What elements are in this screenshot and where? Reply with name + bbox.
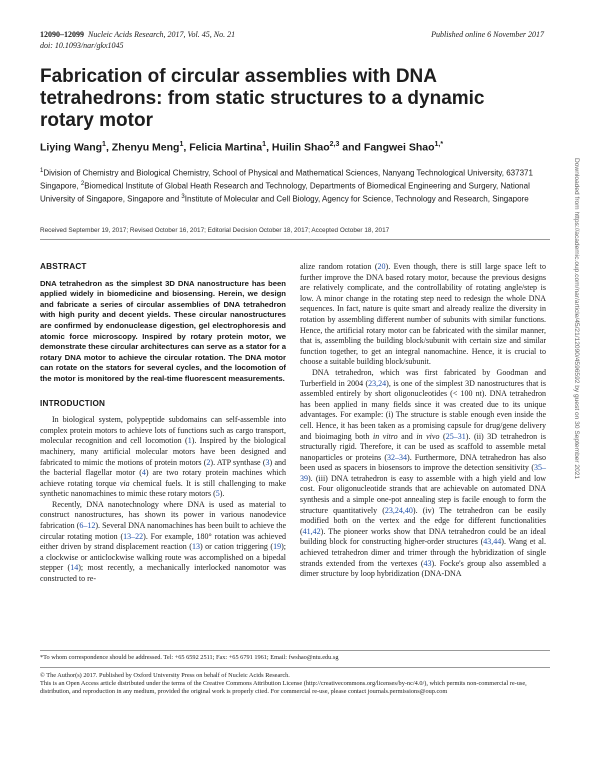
affiliation-text: Biomedical Institute of Global Heath Research and Technology, Departments of Biomedical Engineering and Surgery, National University of Singapore, Singapore and — [40, 181, 530, 204]
reference-link[interactable]: 43,44 — [483, 537, 502, 547]
author-affiliation-mark: 1 — [262, 141, 267, 148]
intro-paragraph-4: DNA tetrahedron, which was first fabricated by Goodman and Turberfield in 2004 (23,24), is one of the simplest 3D nanostructures that is assembled entirely by short oligonucleotides (< 100 nt). DNA tetrahedron has been applied in many fields since it was created due to its unique advantages. For example: (i) The structure is stable enough even inside the cell. Hence, it has been taken as a promising capsule for drug/gene delivery and bioimaging both in vitro and in vivo (25–31). (ii) 3D tetrahedron is structurally rigid. Therefore, it can be used as scaffold to assemble metal nanoparticles or proteins (32–34). Furthermore, DNA tetrahedron has also been used as spacers in biosensors to improve the detection sensitivity (35–39). (iii) DNA tetrahedron is easy to assemble with a high yield and low cost. Four oligonucleotide strands that are achievable on automated DNA synthesis and a simple one-pot annealing step is facile enough to form the structure quantitatively (23,24,40). (iv) The tetrahedron can be easily modified both on the vertex and the edge for different functionalities (41,42). The pioneer works show that DNA tetrahedron could be an ideal building block for constructing higher-order structures (43,44). Wang et al. achieved tetrahedron dimer and trimer through the hybridization of single strands extended from the vertexes (43). Focke's group also assembled a dimer structure by loop hybridization (DNA-DNA — [300, 367, 547, 579]
italic-term: in vitro — [372, 431, 398, 441]
reference-link[interactable]: 13–22 — [123, 531, 144, 541]
author-affiliation-mark: 1 — [102, 141, 106, 148]
intro-paragraph-1: In biological system, polypeptide subdomains can self-assemble into complex protein motors to achieve lots of functions such as cargo transport, molecular recognition and cell locomotion (1). Inspired by the biological machinery, many artificial molecular motors have been designed and fabricated to mimic the motions of protein motors (2). ATP synthase (3) and the bacterial flagellar motor (4) are two rotary protein machines which achieve rotating torque via chemical fuels. It is still challenging to make synthetic nanomachines to mimic these rotary motors (5). — [40, 415, 286, 499]
license-text: This is an Open Access article distributed under the terms of the Creative Commons Attribution License (http://creativecommons.org/licenses/by-nc/4.0/), which permits non-commercial re-use, distribution, and reproduction in any medium, provided the original work is properly cited. For commercial re-use, please contact journals.permissions@oup.com — [40, 680, 527, 696]
author-affiliation-mark: 1 — [179, 141, 184, 148]
affiliation-number: 1 — [40, 168, 44, 174]
reference-link[interactable]: 23,24,40 — [384, 505, 413, 515]
footnote-divider — [40, 650, 550, 651]
header-divider — [40, 239, 550, 240]
reference-link[interactable]: 13 — [191, 542, 200, 552]
reference-link[interactable]: 32–34 — [387, 452, 408, 462]
reference-link[interactable]: 35–39 — [300, 463, 546, 483]
publication-date: Published online 6 November 2017 — [431, 30, 544, 39]
affiliation-text: Institute of Molecular and Cell Biology, Agency for Science, Technology and Research, Singapore — [184, 194, 529, 204]
author-affiliation-mark: 2,3 — [329, 141, 340, 148]
affiliation-text: Division of Chemistry and Biological Chemistry, School of Physical and Mathematical Sciences, Nanyang Technological University, 637371 Singapore, — [40, 168, 533, 191]
reference-link[interactable]: 14 — [70, 563, 79, 573]
doi[interactable]: doi: 10.1093/nar/gkx1045 — [40, 41, 124, 50]
affiliations — [40, 166, 550, 205]
author-name: Zhenyu Meng — [111, 141, 180, 154]
affiliation-number: 3 — [181, 194, 185, 201]
license-divider — [40, 667, 550, 668]
reference-link[interactable]: 19 — [273, 542, 282, 552]
author-name: Liying Wang — [40, 141, 103, 154]
author-list: Liying Wang$^1$, Zhenyu Meng$^1$, Felicia Martina$^1$, Huilin Shao$^{2,3}$ and Fangwei Shao$^{1,*}$ — [40, 141, 444, 154]
reference-link[interactable]: 23,24 — [368, 378, 387, 388]
abstract-text: DNA tetrahedron as the simplest 3D DNA nanostructure has been applied widely in biomedicine and biosensing. Herein, we design and fabricate a series of circular assemblies of DNA tetrahedron with high purity and decent yields. These circular nanostructures are confirmed by endonuclease digestion, gel electrophoresis and atomic force microscopy. Inspired by rotary protein motor, we demonstrate these circular architectures can serve as a stator for a rotary DNA motor to achieve the circular rotation. The DNA motor can rotate on the stators for several cycles, and the locomotion of the motor is monitored by the real-time fluorescent measurements. — [40, 278, 286, 383]
abstract-heading: ABSTRACT — [40, 262, 87, 271]
reference-link[interactable]: 2 — [206, 457, 211, 467]
left-column — [40, 262, 286, 585]
reference-link[interactable]: 1 — [187, 436, 192, 446]
reference-link[interactable]: 6–12 — [79, 521, 96, 531]
reference-link[interactable]: 43 — [423, 558, 432, 568]
italic-term: in vivo — [416, 431, 440, 441]
reference-link[interactable]: 3 — [265, 457, 270, 467]
page-range: 12090–12099 — [40, 30, 84, 39]
journal-name: Nucleic Acids Research, 2017, Vol. 45, No. 21 — [88, 30, 236, 39]
correspondence-footnote: *To whom correspondence should be addressed. Tel: +65 6592 2511; Fax: +65 6791 1961; Email: fwshao@ntu.edu.sg — [40, 654, 339, 661]
author-affiliation-mark: 1,* — [434, 141, 444, 148]
author-name: Fangwei Shao — [363, 141, 435, 154]
article-dates: Received September 19, 2017; Revised October 16, 2017; Editorial Decision October 18, 2017; Accepted October 18, 2017 — [40, 227, 390, 234]
reference-link[interactable]: 20 — [377, 262, 386, 271]
introduction-heading: INTRODUCTION — [40, 398, 106, 408]
right-column — [300, 262, 546, 580]
copyright-block — [40, 672, 550, 697]
italic-term: via — [119, 478, 130, 488]
author-name: Huilin Shao — [271, 141, 330, 154]
author-name: Felicia Martina — [189, 141, 263, 154]
intro-paragraph-2: Recently, DNA nanotechnology where DNA is used as material to construct nanostructures, has shown its power in various nanodevice fabrication (6–12). Several DNA nanomachines has been built to achieve the circular rotating motion (13–22). For example, 180° rotation was achieved either driven by strand displacement reaction (13) or cation triggering (19); a clockwise or anticlockwise walking route was accomplished on a bipedal stepper (14); most recently, a mechanically interlocked nanomotor was constructed to re- — [40, 499, 287, 584]
affiliation-number: 2 — [80, 181, 85, 188]
reference-link[interactable]: 5 — [215, 489, 220, 499]
copyright-line: © The Author(s) 2017. Published by Oxford University Press on behalf of Nucleic Acids Research. — [40, 672, 290, 679]
download-watermark-text: Downloaded from https://academic.oup.com/nar/article/45/21/12090/4596592 by guest on 30 September 2021 — [573, 158, 580, 480]
reference-link[interactable]: 41,42 — [302, 526, 321, 536]
journal-citation — [40, 30, 235, 39]
reference-link[interactable]: 25–31 — [445, 431, 466, 441]
article-title: Fabrication of circular assemblies with DNA tetrahedrons: from static structures to a dynamic rotary motor — [40, 66, 485, 131]
reference-link[interactable]: 4 — [141, 468, 146, 478]
intro-paragraph-3: alize random rotation (20). Even though, there is still large space left to further improve the DNA based rotary motor, because the previous designs are relatively complicate, and the controllability of rotating angle/step is low. A minor change in the rotating step need to redesign the whole DNA sequences. In fact, nature is quite smart and already realize the diversity in rotation by assembling different number of subunits with similar functions. Hence, the artificial rotary motor can be fabricated with the similar manner, that is, assembling the building block/subunit with certain size and similar function together, to get an integral nanomachine. Hence, it is crucial to choose a suitable building block/subunit. — [300, 262, 546, 367]
download-watermark — [574, 158, 586, 588]
